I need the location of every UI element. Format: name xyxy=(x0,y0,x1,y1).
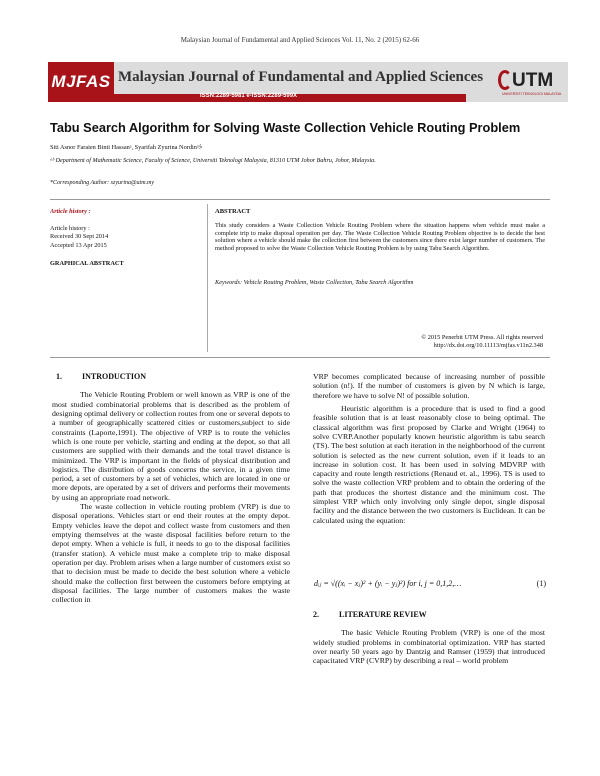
copyright-block xyxy=(300,334,543,351)
distance-equation xyxy=(314,579,546,588)
literature-heading: 2. LITERATURE REVIEW xyxy=(313,610,427,619)
article-history-line: Article history : xyxy=(50,224,90,232)
utm-logo-text: UTM xyxy=(512,70,554,91)
graphical-abstract-heading: GRAPHICAL ABSTRACT xyxy=(50,260,124,267)
authors: Siti Asnor Faraien Binti Hassanᵃ, Syarifah Zyurina Nordinᵃ⩼ xyxy=(50,144,203,151)
article-history-label: Article history : xyxy=(50,208,91,215)
copyright-line: © 2015 Penerbit UTM Press. All rights reserved xyxy=(421,334,543,341)
equation-body: dᵢⱼ = √((xᵢ − xⱼ)² + (yᵢ − yⱼ)²) for i, j = 0,1,2,… xyxy=(314,579,462,588)
utm-logo-subtitle: UNIVERSITI TEKNOLOGI MALAYSIA xyxy=(502,92,562,96)
keywords: Keywords: Vehicle Routing Problem, Waste Collection, Tabu Search Algorithm xyxy=(215,279,414,286)
literature-column xyxy=(313,610,545,666)
corresponding-author: *Corresponding Author: szyurina@utm.my xyxy=(50,180,155,186)
right-paragraph-2: Heuristic algorithm is a procedure that is used to find a good feasible solution that is at least reasonably close to being optimal. The classical algorithm was first proposed by Clarke and Wright (1964) to solve CVRP.Another popularly known heuristic algorithm is tabu search (TS). The best solution at each iteration in the neighborhood of the current solution is selected as the new current solution, even if it leads to an increase in solution cost. It has been used in solving MDVRP with capacity and route length restrictions (Renaud et. al., 1996). TS is used to solve the waste collection VRP problem and to obtain the ordering of the path that produces the shortest distance and the minimum cost. The simplest VRP which only involving only single depot, single disposal facility and the distance between the two customers is Euclidean. It can be calculated using the equation: xyxy=(313,403,545,525)
equation-number: (1) xyxy=(536,579,546,588)
received-date: Received 30 Sept 2014 xyxy=(50,233,109,240)
banner-title: Malaysian Journal of Fundamental and Applied Sciences xyxy=(118,69,484,85)
right-text-column xyxy=(313,372,545,525)
article-history xyxy=(50,208,200,269)
affiliation: ᵃᵇ Department of Mathematic Science, Faculty of Science, Universiti Teknologi Malaysia, 81310 UTM Johor Bahru, Johor, Malaysia. xyxy=(50,158,376,164)
abstract-heading: ABSTRACT xyxy=(215,208,251,215)
doi-link[interactable]: http://dx.doi.org/10.11113/mjfas.v11n2.348 xyxy=(433,342,543,350)
literature-paragraph-1: The basic Vehicle Routing Problem (VRP) is one of the most widely studied problems in combinatorial optimization. VRP has started over nearly 50 years ago by Dantzig and Ramser (1959) that introduced capacitated VRP (CVRP) by describing a real – world problem xyxy=(313,628,545,666)
intro-heading: 1. INTRODUCTION xyxy=(56,372,147,381)
accepted-date: Accepted 13 Apr 2015 xyxy=(50,241,107,249)
right-paragraph-1: VRP becomes complicated because of increasing number of possible solution (n!). If the number of customers is given by N which is large, therefore we have to solve N! of possible solution. xyxy=(313,372,545,400)
mjfas-logo: MJFAS xyxy=(48,62,114,102)
journal-citation: Malaysian Journal of Fundamental and Applied Sciences Vol. 11, No. 2 (2015) 62-66 xyxy=(180,36,420,44)
paper-title: Tabu Search Algorithm for Solving Waste Collection Vehicle Routing Problem xyxy=(50,120,521,135)
utm-logo-icon xyxy=(498,70,512,90)
intro-paragraph-1: The Vehicle Routing Problem or well known as VRP is one of the most studied combinatorial problems that is described as the problem of designing optimal delivery or collection routes from one or several depots to a number of geographically scattered cities or customers,subject to side constraints (Laporte,1991). The objective of VRP is to route the vehicles which is one route per vehicle, starting and ending at the depot, so that all customers are supplied with their demands and the total travel distance is minimized. The VRP is important in the fields of physical distribution and logistics. The distribution of goods concerns the service, in a given time period, a set of customers by a set of vehicles, which are located in one or more depots, are operated by a set of drivers and performs their movements by using an appropriate road network. xyxy=(52,390,290,502)
abstract-text: This study considers a Waste Collection Vehicle Routing Problem where the situation happens when vehicle must make a complete trip to make disposal operation per day. The Waste Collection Vehicle Routing Problem objective is to decide the best solution where a vehicle should make the collection first between the customers since there exist larger number of customers. The method proposed to solve the Waste Collection Vehicle Routing Problem is by using Tabu Search Algorithm. xyxy=(215,222,545,253)
column-separator xyxy=(207,204,208,352)
issn-text: ISSN:2289-5981 e-ISSN:2289-599X xyxy=(200,93,298,99)
intro-paragraph-2: The waste collection in vehicle routing problem (VRP) is due to disposal operations. Vehicles start or end their routes at the empty depot. Empty vehicles leave the depot and collect waste from customers and then emptying themselves at the waste disposal facilities before return to the depot empty. When a vehicle is full, it needs to go to the disposal facilities (transfer station). A vehicle must make a complete trip to make disposal operation per day. Problem arises when a large number of customers exist so that to decision must be made to decide the best solution where a vehicle should make the collection first between the customers before emptying at disposal facilities. The large number of customers makes the waste collection in xyxy=(52,502,290,605)
divider-top xyxy=(50,199,550,200)
divider-bottom xyxy=(50,357,550,358)
left-text-column xyxy=(52,372,290,605)
